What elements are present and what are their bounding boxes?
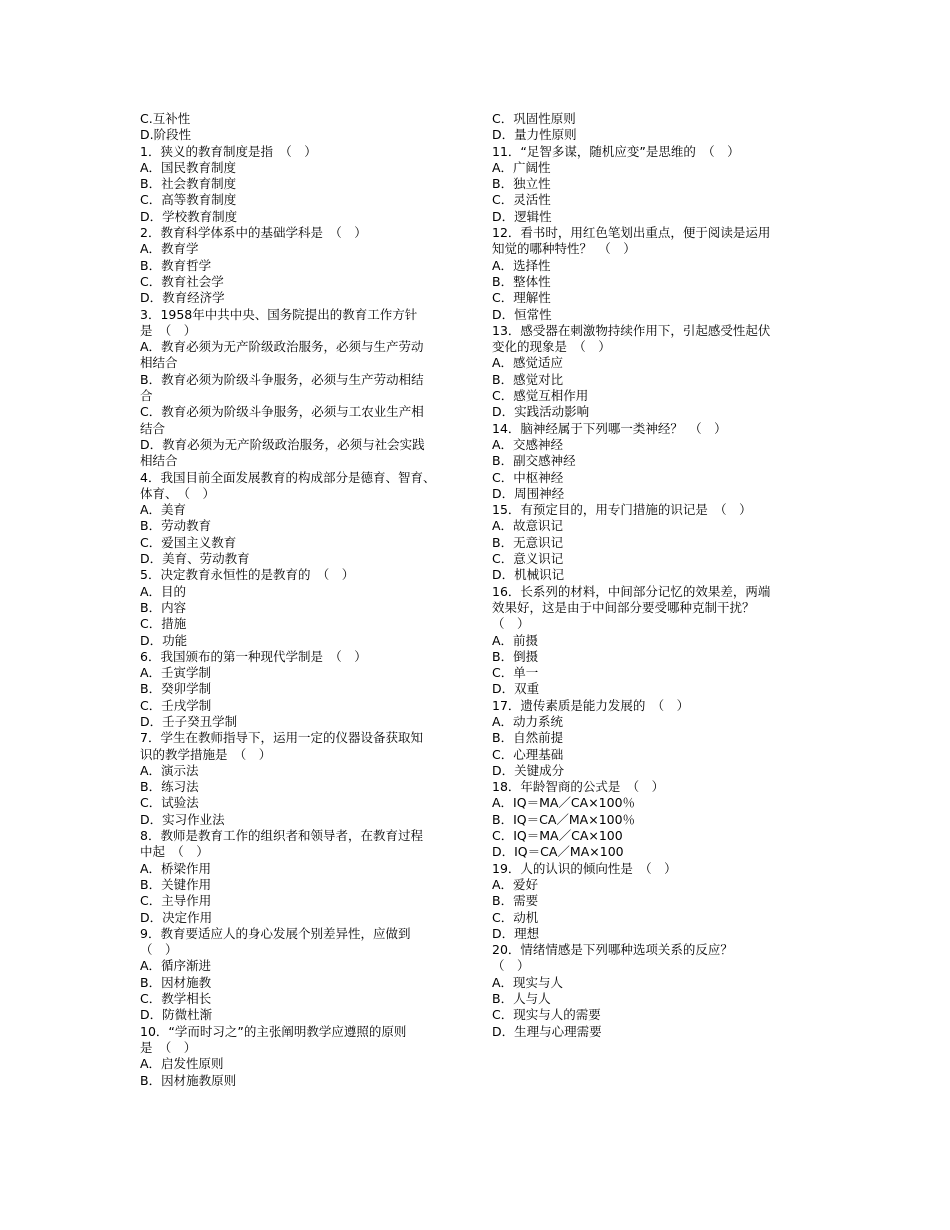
text-line: A．教育必须为无产阶级政治服务，必须与生产劳动 [140, 339, 424, 355]
text-line: B．自然前提 [492, 730, 564, 746]
text-line: B．IQ＝CA／MA×100％ [492, 811, 636, 827]
text-line: 15．有预定目的，用专门措施的识记是 （ ） [492, 502, 752, 518]
text-line: D．关键成分 [492, 762, 565, 778]
text-line: A．教育学 [140, 241, 199, 257]
text-line: C．教育社会学 [140, 273, 224, 289]
text-line: B．倒摄 [492, 648, 539, 664]
text-line: A．广阔性 [492, 159, 551, 175]
text-line: A．交感神经 [492, 436, 564, 452]
text-line: D．恒常性 [492, 306, 552, 322]
text-line: C．灵活性 [492, 192, 551, 208]
text-line: 5．决定教育永恒性的是教育的 （ ） [140, 567, 355, 583]
text-line: B．人与人 [492, 991, 551, 1007]
text-line: 14．脑神经属于下列哪一类神经？ （ ） [492, 420, 727, 436]
text-line: C.互补性 [140, 111, 191, 126]
text-line: 合 [140, 388, 153, 404]
text-line: C．教学相长 [140, 991, 212, 1007]
text-line: 19．人的认识的倾向性是 （ ） [492, 860, 677, 876]
text-line: D．美育、劳动教育 [140, 551, 250, 567]
text-line: B．副交感神经 [492, 453, 576, 469]
text-line: 13．感受器在刺激物持续作用下，引起感受性起伏 [492, 322, 771, 338]
text-line: 6．我国颁布的第一种现代学制是 （ ） [140, 648, 367, 664]
text-line: C．理解性 [492, 290, 551, 306]
text-line: C．巩固性原则 [492, 111, 576, 126]
text-line: A．IQ＝MA／CA×100％ [492, 795, 636, 811]
left-column [140, 111, 470, 1089]
text-line: D．理想 [492, 925, 540, 941]
text-line: A．故意识记 [492, 518, 564, 534]
text-line: 中起 （ ） [140, 844, 209, 860]
text-line: 是 （ ） [140, 322, 197, 338]
text-line: 知觉的哪种特性？ （ ） [492, 241, 636, 257]
text-line: （ ） [492, 616, 530, 632]
text-line: B．癸卯学制 [140, 681, 212, 697]
text-line: 16．长系列的材料，中间部分记忆的效果差，两端 [492, 583, 771, 599]
text-line: 变化的现象是 （ ） [492, 339, 611, 355]
text-line: A．目的 [140, 583, 187, 599]
text-line: D．功能 [140, 632, 188, 648]
text-line: D．双重 [492, 681, 540, 697]
text-line: 2．教育科学体系中的基础学科是 （ ） [140, 225, 367, 241]
text-line: A．感觉适应 [492, 355, 564, 371]
text-line: B．内容 [140, 599, 187, 615]
text-line: B．教育哲学 [140, 257, 212, 273]
text-line: C．动机 [492, 909, 539, 925]
text-line: C．爱国主义教育 [140, 534, 237, 550]
text-line: B．整体性 [492, 273, 551, 289]
text-line: 9．教育要适应人的身心发展个别差异性，应做到 [140, 925, 411, 941]
text-line: A．桥梁作用 [140, 860, 212, 876]
text-line: B．感觉对比 [492, 371, 564, 387]
text-line: 1．狭义的教育制度是指 （ ） [140, 143, 317, 159]
text-line: D．实习作业法 [140, 811, 225, 827]
text-line: 18．年龄智商的公式是 （ ） [492, 779, 665, 795]
text-line: C．中枢神经 [492, 469, 564, 485]
text-line: 识的教学措施是 （ ） [140, 746, 272, 762]
text-line: C．心理基础 [492, 746, 564, 762]
text-line: C．主导作用 [140, 893, 212, 909]
text-line: C．壬戌学制 [140, 697, 212, 713]
text-line: 11．“足智多谋，随机应变”是思维的 （ ） [492, 143, 740, 159]
text-line: 20．情绪情感是下列哪种选项关系的反应？ [492, 942, 733, 958]
text-line: B．无意识记 [492, 534, 564, 550]
text-line: C．试验法 [140, 795, 199, 811]
text-line: 10．“学而时习之”的主张阐明教学应遵照的原则 [140, 1023, 407, 1039]
text-line: B．因材施教 [140, 974, 212, 990]
text-line: C．教育必须为阶级斗争服务，必须与工农业生产相 [140, 404, 424, 420]
text-line: D．实践活动影响 [492, 404, 590, 420]
text-line: 体育、 （ ） [140, 485, 216, 501]
text-line: A．前摄 [492, 632, 539, 648]
text-line: B．因材施教原则 [140, 1072, 237, 1088]
text-line: 4．我国目前全面发展教育的构成部分是德育、智育、 [140, 469, 436, 485]
text-line: B．需要 [492, 893, 539, 909]
text-line: C．感觉互相作用 [492, 388, 589, 404]
text-line: D.阶段性 [140, 127, 192, 143]
text-line: D．量力性原则 [492, 127, 577, 143]
text-line: B．练习法 [140, 779, 199, 795]
text-line: 3．1958年中共中央、国务院提出的教育工作方针 [140, 306, 418, 322]
text-line: D．逻辑性 [492, 208, 552, 224]
text-line: D．机械识记 [492, 567, 565, 583]
text-line: （ ） [140, 942, 178, 958]
text-line: A．爱好 [492, 876, 539, 892]
text-line: A．美育 [140, 502, 187, 518]
text-line: D．学校教育制度 [140, 208, 238, 224]
text-line: 12．看书时，用红色笔划出重点，便于阅读是运用 [492, 225, 771, 241]
text-line: D．生理与心理需要 [492, 1023, 602, 1039]
text-line: D．防微杜渐 [140, 1007, 213, 1023]
text-line: D．周围神经 [492, 485, 565, 501]
text-line: B．关键作用 [140, 876, 212, 892]
text-line: B．劳动教育 [140, 518, 212, 534]
text-line: D．教育经济学 [140, 290, 225, 306]
text-line: 17．遗传素质是能力发展的 （ ） [492, 697, 690, 713]
text-line: D．教育必须为无产阶级政治服务，必须与社会实践 [140, 436, 425, 452]
text-line: D．IQ＝CA／MA×100 [492, 844, 624, 860]
text-line: B．独立性 [492, 176, 551, 192]
right-column [492, 111, 807, 1040]
text-line: C．高等教育制度 [140, 192, 237, 208]
text-line: A．启发性原则 [140, 1056, 224, 1072]
text-line: （ ） [492, 958, 530, 974]
text-line: 是 （ ） [140, 1039, 197, 1055]
text-line: A．现实与人 [492, 974, 564, 990]
text-line: D．决定作用 [140, 909, 213, 925]
text-line: 相结合 [140, 355, 178, 371]
text-line: C．单一 [492, 665, 539, 681]
text-line: A．国民教育制度 [140, 159, 237, 175]
text-line: 结合 [140, 420, 166, 436]
text-line: A．演示法 [140, 762, 199, 778]
text-line: 相结合 [140, 453, 178, 469]
text-line: D．壬子癸丑学制 [140, 713, 238, 729]
text-line: C．IQ＝MA／CA×100 [492, 828, 623, 844]
text-line: B．教育必须为阶级斗争服务，必须与生产劳动相结 [140, 371, 424, 387]
text-line: 7．学生在教师指导下，运用一定的仪器设备获取知 [140, 730, 423, 746]
text-line: A．循序渐进 [140, 958, 212, 974]
text-line: A．选择性 [492, 257, 551, 273]
text-line: 效果好，这是由于中间部分要受哪种克制干扰？ [492, 599, 755, 615]
text-line: C．现实与人的需要 [492, 1007, 601, 1023]
text-line: 8．教师是教育工作的组织者和领导者，在教育过程 [140, 828, 423, 844]
text-line: C．措施 [140, 616, 187, 632]
text-line: B．社会教育制度 [140, 176, 237, 192]
text-line: C．意义识记 [492, 551, 564, 567]
text-line: A．动力系统 [492, 713, 564, 729]
text-line: A．壬寅学制 [140, 665, 212, 681]
